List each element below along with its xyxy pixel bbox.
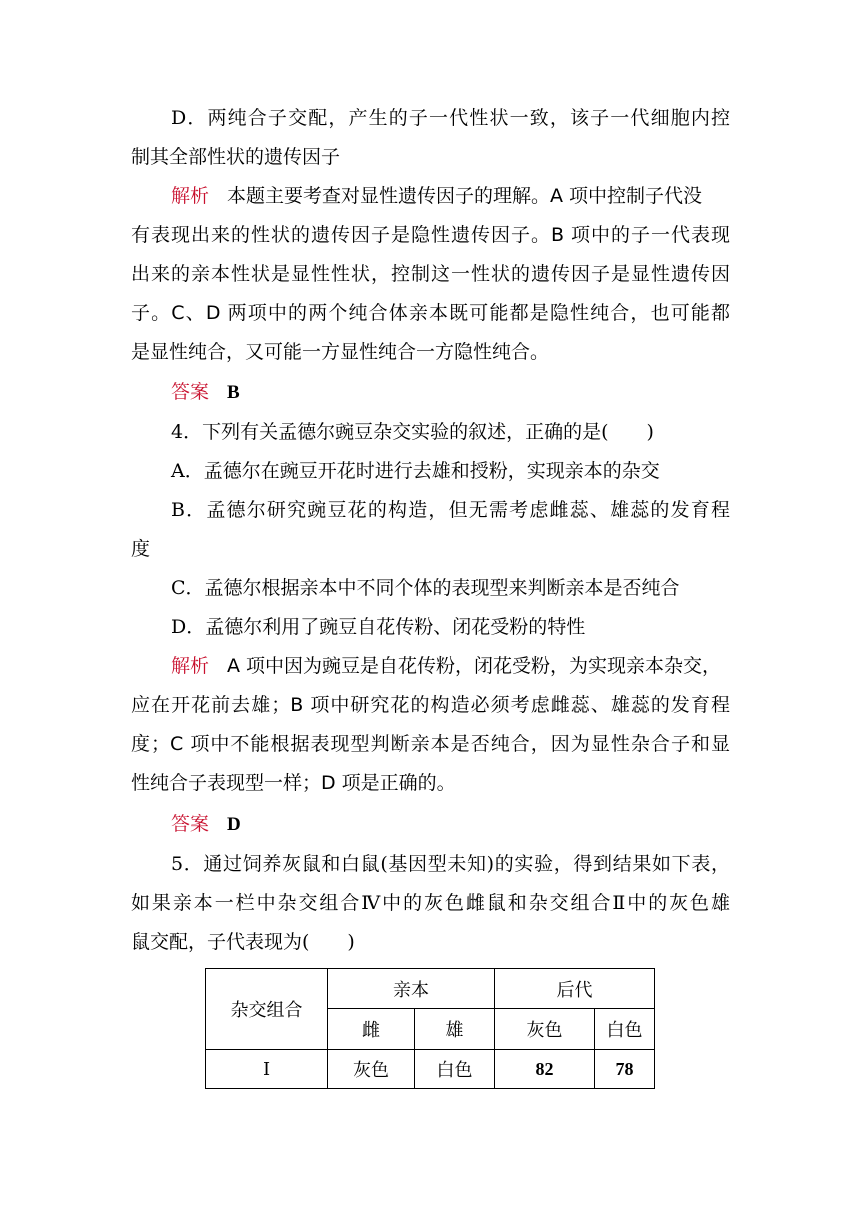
q4-option-b-line2: 度: [131, 538, 151, 560]
answer-label: 答案: [171, 381, 210, 403]
q3-analysis-line2: 有表现出来的性状的遗传因子是隐性遗传因子。B 项中的子一代表现: [131, 224, 730, 246]
subheader-white: 白色: [595, 1009, 655, 1050]
q3-analysis-line1: 本题主要考查对显性遗传因子的理解。A 项中控制子代没: [227, 185, 703, 207]
answer-label: 答案: [171, 813, 210, 835]
cell-gray-count: 82: [495, 1050, 595, 1089]
q4-analysis-line1: A 项中因为豌豆是自花传粉，闭花受粉，为实现亲本杂交，: [227, 655, 722, 677]
q3-analysis-line5: 是显性纯合，又可能一方显性纯合一方隐性纯合。: [131, 341, 550, 363]
subheader-male: 雄: [415, 1009, 495, 1050]
subheader-female: 雌: [328, 1009, 415, 1050]
header-cross-combination: 杂交组合: [206, 969, 328, 1050]
subheader-gray: 灰色: [495, 1009, 595, 1050]
q3-option-d-line1: D．两纯合子交配，产生的子一代性状一致，该子一代细胞内控: [171, 107, 730, 129]
q4-analysis-line3: 度；C 项中不能根据表现型判断亲本是否纯合，因为显性杂合子和显: [131, 733, 730, 755]
q4-analysis-first: [171, 654, 721, 678]
q3-answer-value: B: [227, 382, 240, 403]
cell-female: 灰色: [328, 1050, 415, 1089]
q5-stem-line2: 如果亲本一栏中杂交组合Ⅳ中的灰色雌鼠和杂交组合Ⅱ中的灰色雄: [131, 892, 730, 914]
q5-stem-line1: 5．通过饲养灰鼠和白鼠(基因型未知)的实验，得到结果如下表，: [171, 853, 730, 875]
cell-cross: Ⅰ: [206, 1050, 328, 1089]
q4-option-b-line1: B．孟德尔研究豌豆花的构造，但无需考虑雌蕊、雄蕊的发育程: [171, 499, 730, 521]
cell-male: 白色: [415, 1050, 495, 1089]
q3-analysis-first: [171, 184, 702, 208]
analysis-label: 解析: [171, 655, 210, 677]
q4-answer: [171, 812, 241, 837]
q3-answer: [171, 380, 240, 405]
q3-analysis-line3: 出来的亲本性状是显性性状，控制这一性状的遗传因子是显性遗传因: [131, 263, 730, 285]
header-offspring: 后代: [495, 969, 655, 1009]
q4-stem: 4．下列有关孟德尔豌豆杂交实验的叙述，正确的是( ): [171, 421, 654, 443]
cross-results-table: [205, 968, 655, 1089]
q4-option-d: D．孟德尔利用了豌豆自花传粉、闭花受粉的特性: [171, 616, 586, 638]
q4-analysis-line4: 性纯合子表现型一样；D 项是正确的。: [131, 772, 456, 794]
analysis-label: 解析: [171, 185, 210, 207]
q3-option-d-line2: 制其全部性状的遗传因子: [131, 146, 341, 168]
cell-white-count: 78: [595, 1050, 655, 1089]
q4-option-c: C．孟德尔根据亲本中不同个体的表现型来判断亲本是否纯合: [171, 577, 680, 599]
q4-answer-value: D: [227, 814, 241, 835]
q5-stem-line3: 鼠交配，子代表现为( ): [131, 931, 355, 953]
q4-analysis-line2: 应在开花前去雄；B 项中研究花的构造必须考虑雌蕊、雄蕊的发育程: [131, 694, 730, 716]
table-row: [206, 1050, 655, 1089]
q3-analysis-line4: 子。C、D 两项中的两个纯合体亲本既可能都是隐性纯合，也可能都: [131, 302, 730, 324]
header-parents: 亲本: [328, 969, 495, 1009]
q4-option-a: A．孟德尔在豌豆开花时进行去雄和授粉，实现亲本的杂交: [171, 460, 660, 482]
